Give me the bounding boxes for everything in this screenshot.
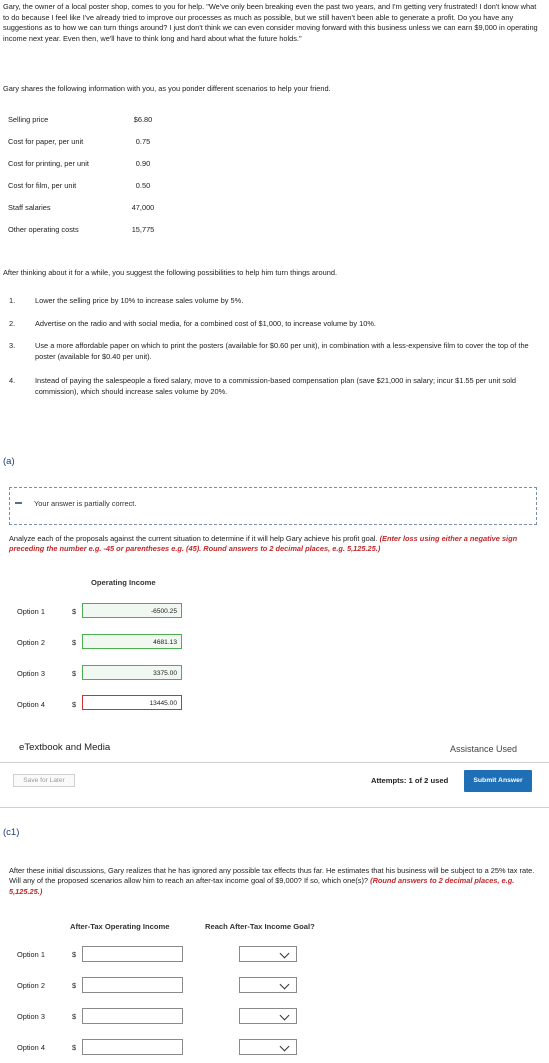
list-text: Lower the selling price by 10% to increase sales volume by 5%. <box>35 296 244 305</box>
info-table <box>0 0 549 240</box>
info-label: Selling price <box>8 115 49 124</box>
list-item <box>0 376 549 400</box>
operating-income-input[interactable]: -6500.25 <box>82 603 182 618</box>
shares-paragraph: Gary shares the following information with you, as you ponder different scenarios to help your friend. <box>3 84 331 93</box>
info-label: Cost for film, per unit <box>8 181 77 190</box>
after-tax-income-header: After-Tax Operating Income <box>70 922 170 931</box>
chevron-down-icon <box>280 1042 290 1052</box>
dollar-sign: $ <box>72 1012 77 1021</box>
part-c1-section <box>0 807 549 1063</box>
part-a-label: (a) <box>3 456 15 467</box>
dollar-sign: $ <box>72 607 77 616</box>
list-item <box>0 296 549 308</box>
info-label: Other operating costs <box>8 225 79 234</box>
option-label: Option 3 <box>17 669 45 678</box>
info-label: Cost for printing, per unit <box>8 159 89 168</box>
c1-instructions <box>9 866 539 897</box>
dollar-sign: $ <box>72 950 77 959</box>
after-tax-income-input[interactable] <box>82 1008 183 1024</box>
instruction-note: (Enter loss using either a negative sign preceding the number e.g. -45 or parentheses e.g. (45). Round answers to 2 decimal places, e.g. 5,125.25.) <box>9 534 518 553</box>
intro-paragraph: Gary, the owner of a local poster shop, comes to you for help. "We've only been breaking even the past two years, and I'm getting very frustrated! I don't know what to do because I feel like I've already tried to improve our processes as much as possible, but we still haven't been able to generate a profit. Do you have any suggestions as to how we can turn things around? I just don't think we can even consider moving forward with this business unless we can earn $9,000 in operating income next year. Even then, we'll have to think long and hard about what the future holds." <box>3 2 538 43</box>
save-for-later-button[interactable]: Save for Later <box>13 774 75 787</box>
partial-message: Your answer is partially correct. <box>34 499 137 508</box>
reach-goal-header: Reach After-Tax Income Goal? <box>205 922 315 931</box>
reach-goal-select[interactable] <box>239 1008 297 1024</box>
list-text: Use a more affordable paper on which to print the posters (available for $0.60 per unit), in combination with a less-expensive film to cover the top of the poster (available for $0.40 per unit). <box>35 341 529 361</box>
operating-income-input[interactable]: 13445.00 <box>82 695 182 710</box>
option-label: Option 1 <box>17 607 45 616</box>
assistance-used: Assistance Used <box>450 744 518 754</box>
instruction-text: Analyze each of the proposals against the current situation to determine if it will help Gary achieve his profit goal. <box>9 534 380 543</box>
minus-icon <box>15 502 22 504</box>
list-item <box>0 319 549 331</box>
reach-goal-select[interactable] <box>239 977 297 993</box>
c1-instruction-text: After these initial discussions, Gary realizes that he has ignored any possible tax effects thus far. He estimates that his business will be subject to a 25% tax rate. Will any of the proposed scenarios allow him to reach an after-tax income goal of $9,000? If so, which one(s)? <box>9 866 535 886</box>
info-value: 0.90 <box>135 159 151 168</box>
dollar-sign: $ <box>72 669 77 678</box>
reach-goal-select[interactable] <box>239 1039 297 1055</box>
dollar-sign: $ <box>72 1043 77 1052</box>
list-number: 3. <box>9 341 16 350</box>
after-tax-income-input[interactable] <box>82 1039 183 1055</box>
reach-goal-select[interactable] <box>239 946 297 962</box>
option-label: Option 2 <box>17 981 45 990</box>
info-label: Cost for paper, per unit <box>8 137 84 146</box>
chevron-down-icon <box>280 980 290 990</box>
info-value: 15,775 <box>131 225 155 234</box>
dollar-sign: $ <box>72 700 77 709</box>
list-number: 4. <box>9 376 16 385</box>
part-c1-label: (c1) <box>3 827 20 838</box>
info-value: 0.50 <box>135 181 151 190</box>
info-value: $6.80 <box>133 115 153 124</box>
option-label: Option 4 <box>17 700 45 709</box>
chevron-down-icon <box>280 949 290 959</box>
divider <box>0 762 549 763</box>
list-text: Instead of paying the salespeople a fixed salary, move to a commission-based compensation plan (save $21,000 in salary; incur $1.55 per unit sold commission), which should increase sales volume by 20%. <box>35 376 516 396</box>
after-tax-income-input[interactable] <box>82 977 183 993</box>
c1-instruction-note: (Round answers to 2 decimal places, e.g. 5,125.25.) <box>9 876 515 896</box>
list-number: 2. <box>9 319 16 328</box>
option-label: Option 2 <box>17 638 45 647</box>
dollar-sign: $ <box>72 981 77 990</box>
chevron-down-icon <box>280 1011 290 1021</box>
etextbook-link[interactable]: eTextbook and Media <box>19 742 111 753</box>
attempts-counter: Attempts: 1 of 2 used <box>371 776 449 785</box>
list-item <box>0 341 549 365</box>
suggest-paragraph: After thinking about it for a while, you suggest the following possibilities to help him turn things around. <box>3 268 338 277</box>
partial-correct-banner <box>9 487 537 525</box>
option-label: Option 4 <box>17 1043 45 1052</box>
info-label: Staff salaries <box>8 203 51 212</box>
option-label: Option 3 <box>17 1012 45 1021</box>
option-label: Option 1 <box>17 950 45 959</box>
operating-income-header: Operating Income <box>91 578 156 587</box>
submit-answer-button[interactable]: Submit Answer <box>464 770 532 792</box>
info-value: 47,000 <box>131 203 155 212</box>
after-tax-income-input[interactable] <box>82 946 183 962</box>
info-value: 0.75 <box>135 137 151 146</box>
list-number: 1. <box>9 296 16 305</box>
instructions <box>9 534 537 554</box>
dollar-sign: $ <box>72 638 77 647</box>
operating-income-input[interactable]: 4681.13 <box>82 634 182 649</box>
operating-income-input[interactable]: 3375.00 <box>82 665 182 680</box>
list-text: Advertise on the radio and with social media, for a combined cost of $1,000, to increase volume by 10%. <box>35 319 376 328</box>
